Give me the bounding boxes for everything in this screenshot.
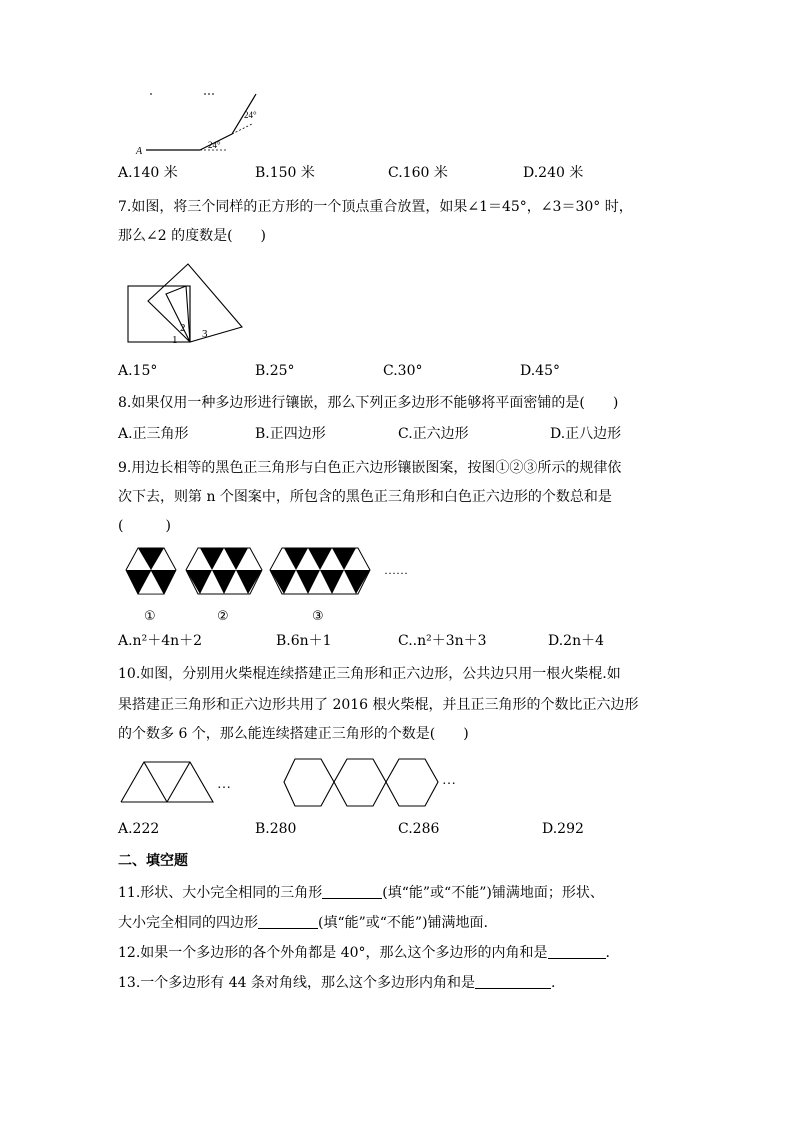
- q7-figure: [124, 256, 248, 348]
- q7-option-c[interactable]: C.30°: [383, 363, 423, 379]
- q7-angle-2: 2: [180, 322, 186, 334]
- q13-text-1: 13.一个多边形有 44 条对角线，那么这个多边形内角和是: [118, 975, 475, 991]
- q10-stem-line2: 果搭建正三角形和正六边形共用了 2016 根火柴棍，并且正三角形的个数比正六边形: [118, 697, 639, 713]
- q8-stem-line1: 8.如果仅用一种多边形进行镶嵌，那么下列正多边形不能够将平面密铺的是( ): [118, 395, 619, 411]
- q7-angle-3: 3: [202, 328, 208, 340]
- q10-dots-1: …: [217, 777, 231, 792]
- q9-option-b[interactable]: B.6n＋1: [276, 633, 332, 649]
- q10-triangles-figure: [118, 758, 238, 806]
- q9-option-c[interactable]: C..n²＋3n＋3: [398, 633, 487, 649]
- q8-option-d[interactable]: D.正八边形: [550, 426, 622, 442]
- q9-figure: [118, 544, 418, 626]
- q9-caption-1: ①: [144, 609, 156, 624]
- q6-figure: [130, 86, 280, 158]
- q9-caption-3: ③: [312, 609, 324, 624]
- q9-dots: ……: [384, 563, 408, 577]
- q12-text-2: .: [605, 945, 610, 961]
- q11-text-1: 11.形状、大小完全相同的三角形: [118, 885, 323, 901]
- q9-stem-line2: 次下去，则第 n 个图案中，所包含的黑色正三角形和白色正六边形的个数总和是: [118, 489, 612, 505]
- q11-text-2: (填“能”或“不能”)铺满地面；形状、: [382, 885, 604, 901]
- q12-text-1: 12.如果一个多边形的各个外角都是 40°，那么这个多边形的内角和是: [118, 945, 548, 961]
- q7-angle-1: 1: [172, 334, 178, 346]
- q10-dots-2: …: [442, 773, 456, 788]
- q8-option-a[interactable]: A.正三角形: [118, 426, 189, 442]
- q11-blank-1[interactable]: [322, 884, 382, 899]
- q9-stem-line1: 9.用边长相等的黑色正三角形与白色正六边形镶嵌图案，按图①②③所示的规律依: [118, 460, 622, 476]
- q12-blank[interactable]: [548, 944, 606, 959]
- q9-pattern-2: [186, 548, 262, 594]
- q9-pattern-1: [126, 548, 176, 594]
- q10-option-d[interactable]: D.292: [542, 821, 584, 837]
- q6-option-a[interactable]: A.140 米: [118, 165, 178, 181]
- q6-option-d[interactable]: D.240 米: [523, 165, 584, 181]
- q6-option-c[interactable]: C.160 米: [388, 165, 448, 181]
- q10-option-c[interactable]: C.286: [398, 821, 440, 837]
- q11-line1: [118, 883, 604, 903]
- q13-blank[interactable]: [475, 974, 551, 989]
- q7-option-b[interactable]: B.25°: [255, 363, 295, 379]
- q9-stem-line3: ( ): [118, 518, 171, 534]
- q10-option-b[interactable]: B.280: [255, 821, 297, 837]
- q6-label-a: A: [136, 146, 143, 157]
- q10-stem-line3: 的个数多 6 个，那么能连续搭建正三角形的个数是( ): [118, 726, 469, 742]
- q12-line: [118, 943, 610, 963]
- q6-angle-top: 24°: [244, 110, 257, 120]
- section-title-fill-in: 二、填空题: [118, 853, 188, 869]
- q11-text-4: (填“能”或“不能”)铺满地面.: [318, 915, 489, 931]
- q10-option-a[interactable]: A.222: [118, 821, 160, 837]
- q8-option-c[interactable]: C.正六边形: [398, 426, 469, 442]
- q13-text-2: .: [550, 975, 556, 991]
- q8-option-b[interactable]: B.正四边形: [255, 426, 326, 442]
- q10-hexagons-figure: [282, 756, 462, 810]
- q13-line: [118, 973, 555, 993]
- q7-option-d[interactable]: D.45°: [520, 363, 560, 379]
- q9-option-a[interactable]: A.n²＋4n＋2: [118, 633, 203, 649]
- q11-text-3: 大小完全相同的四边形: [118, 915, 258, 931]
- q9-option-d[interactable]: D.2n＋4: [548, 633, 605, 649]
- q7-stem-line1: 7.如图，将三个同样的正方形的一个顶点重合放置，如果∠1＝45°，∠3＝30° 时，: [118, 199, 633, 215]
- q7-option-a[interactable]: A.15°: [118, 363, 158, 379]
- q7-stem-line2: 那么∠2 的度数是( ): [118, 228, 267, 244]
- q10-stem-line1: 10.如图，分别用火柴棍连续搭建正三角形和正六边形，公共边只用一根火柴棍.如: [118, 666, 621, 682]
- q6-option-b[interactable]: B.150 米: [255, 165, 315, 181]
- q9-caption-2: ②: [217, 609, 229, 624]
- q6-angle-bottom: 24°: [208, 140, 221, 150]
- q9-pattern-3: [270, 548, 370, 594]
- q11-blank-2[interactable]: [258, 914, 318, 929]
- q11-line2: [118, 913, 488, 933]
